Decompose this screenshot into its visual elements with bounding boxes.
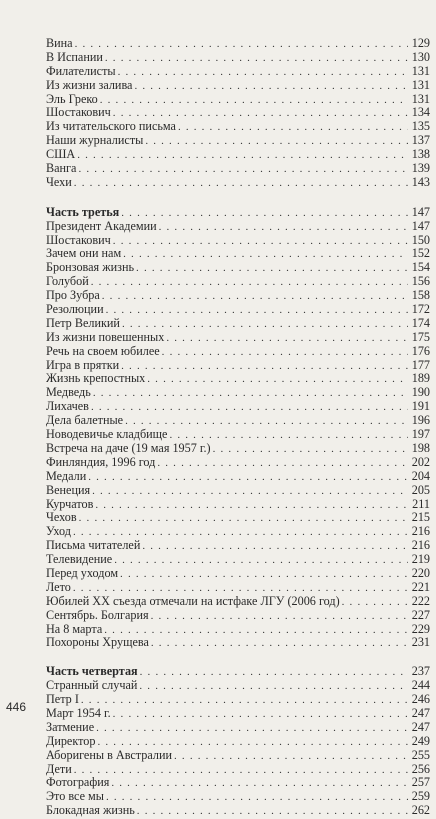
toc-entry bbox=[46, 372, 430, 386]
toc-entry-page: 191 bbox=[411, 399, 430, 414]
leader-dots bbox=[142, 540, 408, 554]
toc-entry bbox=[46, 539, 430, 553]
toc-entry bbox=[46, 525, 430, 539]
toc-entry-page: 231 bbox=[411, 635, 430, 650]
toc-entry-title: Финляндия, 1996 год bbox=[46, 454, 156, 469]
toc-group-3 bbox=[46, 679, 430, 818]
toc-entry-page: 150 bbox=[411, 232, 430, 247]
toc-entry-title: Зачем они нам bbox=[46, 246, 122, 261]
toc-entry-page: 177 bbox=[411, 357, 430, 372]
leader-dots bbox=[74, 764, 408, 778]
toc-entry bbox=[46, 749, 430, 763]
toc-entry-title: Медали bbox=[46, 468, 87, 483]
toc-entry-page: 216 bbox=[411, 538, 430, 553]
toc-entry-page: 198 bbox=[411, 440, 430, 455]
toc-entry bbox=[46, 456, 430, 470]
toc-entry-page: 247 bbox=[411, 705, 430, 720]
toc-entry bbox=[46, 331, 430, 345]
toc-entry-title: Шостакович bbox=[46, 105, 111, 120]
toc-entry-page: 227 bbox=[411, 607, 430, 622]
toc-entry-page: 154 bbox=[411, 260, 430, 275]
leader-dots bbox=[125, 415, 408, 429]
toc-entry-title: Жизнь крепостных bbox=[46, 371, 146, 386]
leader-dots bbox=[342, 596, 408, 610]
toc-entry-title: Уход bbox=[46, 524, 71, 539]
toc-entry bbox=[46, 37, 430, 51]
toc-entry-title: Директор bbox=[46, 733, 96, 748]
toc-entry bbox=[46, 317, 430, 331]
toc-entry bbox=[46, 134, 430, 148]
toc-entry-title: Наши журналисты bbox=[46, 133, 144, 148]
toc-entry-page: 221 bbox=[411, 579, 430, 594]
toc-group-2 bbox=[46, 220, 430, 651]
toc-entry bbox=[46, 400, 430, 414]
toc-entry-page: 152 bbox=[411, 246, 430, 261]
toc-entry-page: 156 bbox=[411, 274, 430, 289]
leader-dots bbox=[213, 443, 408, 457]
toc-entry-page: 211 bbox=[412, 496, 430, 511]
toc-entry bbox=[46, 707, 430, 721]
toc-entry-title: Из читательского письма bbox=[46, 119, 176, 134]
toc-entry bbox=[46, 247, 430, 261]
leader-dots bbox=[106, 791, 408, 805]
toc-entry-title: Вина bbox=[46, 36, 73, 50]
leader-dots bbox=[139, 680, 408, 694]
toc-entry-page: 158 bbox=[411, 288, 430, 303]
toc-entry-title: Игра в прятки bbox=[46, 357, 120, 372]
toc-entry bbox=[46, 484, 430, 498]
toc-entry-title: США bbox=[46, 147, 76, 162]
toc-entry-title: Лихачев bbox=[46, 399, 89, 414]
toc-entry-title: Про Зубра bbox=[46, 288, 100, 303]
leader-dots bbox=[174, 750, 408, 764]
toc-entry-page: 131 bbox=[411, 91, 430, 106]
toc-entry-page: 229 bbox=[411, 621, 430, 636]
leader-dots bbox=[91, 276, 408, 290]
toc-entry-title: Голубой bbox=[46, 274, 89, 289]
toc-entry-title: Речь на своем юбилее bbox=[46, 343, 160, 358]
toc-entry-page: 249 bbox=[411, 733, 430, 748]
toc-entry-page: 220 bbox=[411, 565, 430, 580]
toc-entry bbox=[46, 106, 430, 120]
toc-entry-page: 246 bbox=[411, 692, 430, 707]
leader-dots bbox=[118, 66, 408, 80]
toc-entry-title: Бронзовая жизнь bbox=[46, 260, 135, 275]
leader-dots bbox=[93, 387, 408, 401]
leader-dots bbox=[178, 121, 408, 135]
toc-entry bbox=[46, 498, 430, 512]
page-number: 446 bbox=[6, 700, 27, 714]
toc-entry-page: 196 bbox=[411, 413, 430, 428]
toc-entry-page: 137 bbox=[411, 133, 430, 148]
toc-entry bbox=[46, 345, 430, 359]
leader-dots bbox=[111, 777, 408, 791]
toc-entry-page: 244 bbox=[411, 678, 430, 693]
table-of-contents bbox=[46, 37, 430, 818]
toc-entry-page: 256 bbox=[411, 761, 430, 776]
toc-entry-page: 131 bbox=[411, 77, 430, 92]
toc-entry bbox=[46, 65, 430, 79]
leader-dots bbox=[104, 624, 408, 638]
toc-entry bbox=[46, 428, 430, 442]
leader-dots bbox=[123, 248, 408, 262]
toc-entry-title: Блокадная жизнь bbox=[46, 803, 135, 818]
toc-entry-title: Странный случай bbox=[46, 678, 138, 693]
toc-entry-title: Петр I bbox=[46, 692, 79, 707]
toc-entry-page: 215 bbox=[411, 510, 430, 525]
toc-entry-title: Шостакович bbox=[46, 232, 111, 247]
toc-entry bbox=[46, 303, 430, 317]
toc-part-heading bbox=[46, 665, 430, 679]
toc-entry-title: Фотография bbox=[46, 775, 110, 790]
toc-entry-page: 147 bbox=[411, 204, 430, 219]
toc-entry-title: Сентябрь. Болгария bbox=[46, 607, 149, 622]
toc-entry-page: 237 bbox=[411, 664, 430, 679]
toc-entry-title: Ванга bbox=[46, 161, 77, 176]
toc-entry-title: Президент Академии bbox=[46, 218, 157, 233]
toc-entry-page: 204 bbox=[411, 468, 430, 483]
leader-dots bbox=[147, 373, 408, 387]
toc-entry-title: Часть четвертая bbox=[46, 664, 138, 679]
toc-entry-title: Медведь bbox=[46, 385, 91, 400]
toc-entry bbox=[46, 609, 430, 623]
leader-dots bbox=[151, 637, 408, 651]
leader-dots bbox=[159, 221, 408, 235]
leader-dots bbox=[78, 163, 408, 177]
toc-entry-page: 247 bbox=[411, 719, 430, 734]
toc-entry-title: На 8 марта bbox=[46, 621, 103, 636]
toc-entry-page: 134 bbox=[411, 105, 430, 120]
toc-entry-page: 176 bbox=[411, 343, 430, 358]
toc-entry-page: 139 bbox=[411, 161, 430, 176]
leader-dots bbox=[122, 318, 408, 332]
leader-dots bbox=[92, 485, 408, 499]
leader-dots bbox=[114, 554, 408, 568]
toc-entry-page: 202 bbox=[411, 454, 430, 469]
leader-dots bbox=[81, 694, 408, 708]
leader-dots bbox=[95, 499, 408, 513]
leader-dots bbox=[113, 235, 408, 249]
toc-entry-page: 130 bbox=[411, 49, 430, 64]
toc-entry-title: Часть третья bbox=[46, 204, 120, 219]
leader-dots bbox=[145, 135, 408, 149]
leader-dots bbox=[151, 610, 408, 624]
toc-entry bbox=[46, 51, 430, 65]
leader-dots bbox=[96, 722, 408, 736]
toc-entry-title: Лето bbox=[46, 579, 71, 594]
toc-entry-title: Письма читателей bbox=[46, 538, 141, 553]
toc-entry-title: Филателисты bbox=[46, 63, 116, 78]
leader-dots bbox=[121, 207, 408, 221]
toc-entry bbox=[46, 804, 430, 818]
leader-dots bbox=[166, 332, 408, 346]
leader-dots bbox=[136, 262, 408, 276]
toc-entry-page: 222 bbox=[411, 593, 430, 608]
leader-dots bbox=[157, 457, 408, 471]
leader-dots bbox=[113, 708, 408, 722]
toc-entry-title: Из жизни повешенных bbox=[46, 329, 165, 344]
toc-entry bbox=[46, 220, 430, 234]
toc-entry bbox=[46, 359, 430, 373]
toc-entry-page: 129 bbox=[411, 36, 430, 50]
toc-entry bbox=[46, 553, 430, 567]
toc-entry bbox=[46, 511, 430, 525]
toc-entry bbox=[46, 763, 430, 777]
toc-entry bbox=[46, 636, 430, 650]
toc-entry-page: 190 bbox=[411, 385, 430, 400]
leader-dots bbox=[120, 568, 408, 582]
toc-entry bbox=[46, 120, 430, 134]
leader-dots bbox=[79, 512, 408, 526]
toc-entry-title: Перед уходом bbox=[46, 565, 119, 580]
leader-dots bbox=[77, 149, 408, 163]
toc-entry-page: 219 bbox=[411, 552, 430, 567]
toc-entry-page: 262 bbox=[411, 803, 430, 818]
toc-entry-title: Телевидение bbox=[46, 552, 113, 567]
leader-dots bbox=[100, 94, 408, 108]
toc-entry bbox=[46, 289, 430, 303]
toc-entry-page: 131 bbox=[411, 63, 430, 78]
toc-entry bbox=[46, 679, 430, 693]
leader-dots bbox=[106, 304, 408, 318]
toc-entry bbox=[46, 693, 430, 707]
toc-entry-title: Встреча на даче (19 мая 1957 г.) bbox=[46, 440, 211, 455]
toc-entry-title: Резолюции bbox=[46, 302, 104, 317]
toc-entry bbox=[46, 581, 430, 595]
toc-entry bbox=[46, 790, 430, 804]
leader-dots bbox=[137, 805, 408, 819]
leader-dots bbox=[102, 290, 408, 304]
toc-entry-title: Аборигены в Австралии bbox=[46, 747, 173, 762]
toc-entry-title: Петр Великий bbox=[46, 315, 120, 330]
toc-entry-title: Дети bbox=[46, 761, 72, 776]
toc-entry-title: Дела балетные bbox=[46, 413, 124, 428]
toc-entry bbox=[46, 234, 430, 248]
toc-entry-page: 147 bbox=[411, 218, 430, 233]
leader-dots bbox=[75, 38, 408, 52]
toc-entry bbox=[46, 567, 430, 581]
toc-entry bbox=[46, 721, 430, 735]
toc-entry-title: Эль Греко bbox=[46, 91, 98, 106]
toc-entry bbox=[46, 735, 430, 749]
toc-entry-page: 174 bbox=[411, 315, 430, 330]
toc-entry-title: Из жизни залива bbox=[46, 77, 133, 92]
toc-entry bbox=[46, 93, 430, 107]
toc-entry-page: 255 bbox=[411, 747, 430, 762]
toc-entry-page: 257 bbox=[411, 775, 430, 790]
toc-entry-page: 216 bbox=[411, 524, 430, 539]
toc-group-1 bbox=[46, 37, 430, 190]
toc-entry-page: 138 bbox=[411, 147, 430, 162]
toc-entry-title: Новодевичье кладбище bbox=[46, 427, 168, 442]
toc-entry bbox=[46, 79, 430, 93]
toc-entry-title: Юбилей XX съезда отмечали на истфаке ЛГУ (2006 год) bbox=[46, 593, 340, 608]
leader-dots bbox=[88, 471, 408, 485]
toc-entry-page: 172 bbox=[411, 302, 430, 317]
toc-entry-page: 143 bbox=[411, 174, 430, 189]
toc-entry bbox=[46, 176, 430, 190]
toc-entry bbox=[46, 595, 430, 609]
leader-dots bbox=[91, 401, 408, 415]
toc-entry-page: 175 bbox=[411, 329, 430, 344]
toc-entry-title: Похороны Хрущева bbox=[46, 635, 149, 650]
toc-entry bbox=[46, 261, 430, 275]
toc-entry bbox=[46, 275, 430, 289]
toc-entry bbox=[46, 442, 430, 456]
toc-entry bbox=[46, 414, 430, 428]
toc-entry-title: Это все мы bbox=[46, 789, 104, 804]
leader-dots bbox=[140, 666, 408, 680]
toc-entry bbox=[46, 386, 430, 400]
toc-entry bbox=[46, 776, 430, 790]
toc-entry bbox=[46, 148, 430, 162]
toc-entry-title: Курчатов bbox=[46, 496, 94, 511]
leader-dots bbox=[162, 346, 408, 360]
toc-entry bbox=[46, 162, 430, 176]
toc-entry-page: 197 bbox=[411, 427, 430, 442]
leader-dots bbox=[74, 177, 408, 191]
leader-dots bbox=[105, 52, 408, 66]
toc-entry-title: Венеция bbox=[46, 482, 91, 497]
toc-entry-title: Затмение bbox=[46, 719, 95, 734]
toc-entry-title: Чехов bbox=[46, 510, 77, 525]
toc-entry-page: 259 bbox=[411, 789, 430, 804]
toc-entry-title: Март 1954 г. bbox=[46, 705, 111, 720]
toc-entry bbox=[46, 470, 430, 484]
leader-dots bbox=[121, 360, 408, 374]
toc-part-heading bbox=[46, 206, 430, 220]
toc-entry bbox=[46, 623, 430, 637]
toc-entry-title: В Испании bbox=[46, 49, 103, 64]
toc-entry-page: 135 bbox=[411, 119, 430, 134]
toc-entry-title: Чехи bbox=[46, 174, 72, 189]
toc-entry-page: 205 bbox=[411, 482, 430, 497]
leader-dots bbox=[134, 80, 408, 94]
toc-entry-page: 189 bbox=[411, 371, 430, 386]
